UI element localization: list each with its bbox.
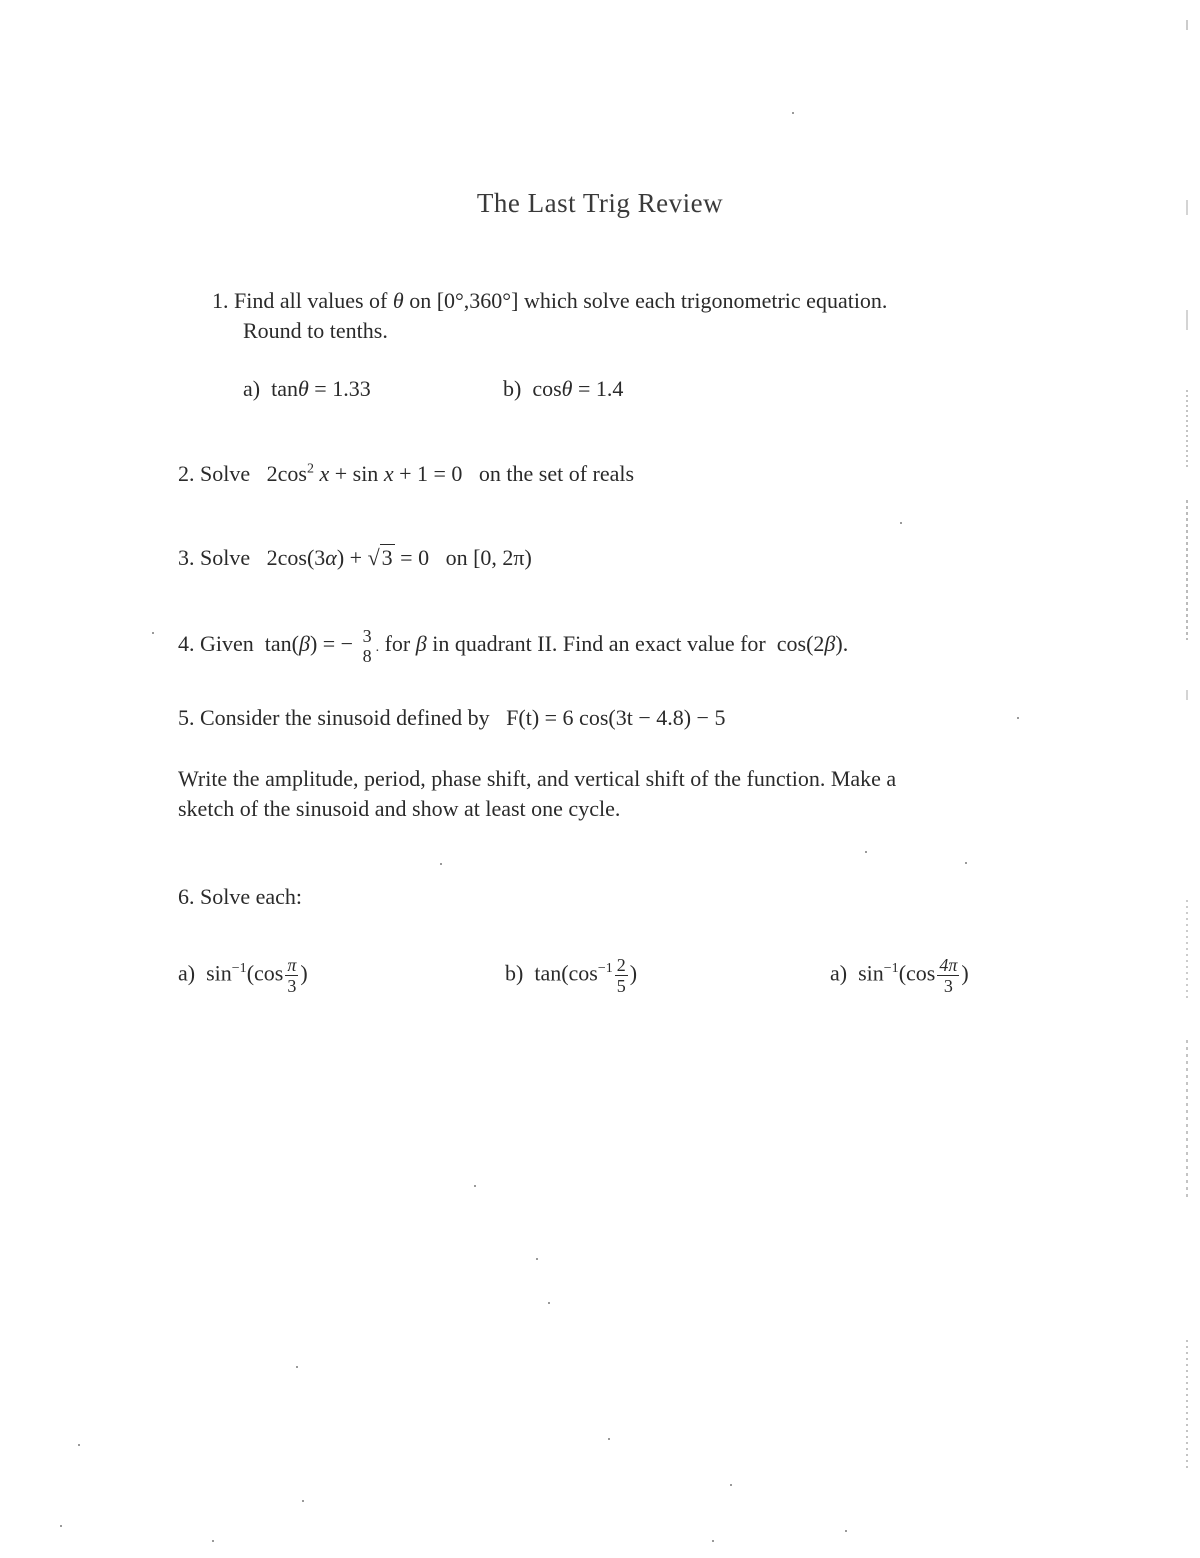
fraction-three-eighths: 3 8: [362, 626, 372, 666]
question-4: 4. Given tan(β) = − 3 8 . for β in quadrant II. Find an exact value for cos(2β).: [178, 626, 849, 666]
scan-speckle: [474, 1185, 476, 1187]
scan-speckle: [845, 1530, 847, 1532]
question-2: 2. Solve $2\cos^2$ x + sin x + 1 = 0 on the set of reals: [178, 461, 635, 486]
question-6: 6. Solve each:: [178, 884, 303, 909]
scan-speckle: [712, 1540, 714, 1542]
scan-speckle: [608, 1438, 610, 1440]
scan-speckle: [296, 1366, 298, 1368]
scan-speckle: [730, 1484, 732, 1486]
fraction-two-fifths: $\frac{2}{5}$: [616, 955, 626, 996]
question-5-line2: Write the amplitude, period, phase shift, and vertical shift of the function. Make a: [178, 766, 897, 791]
question-6a: a) $\sin^{-1}(\cos$ $\frac{\pi}{3}$ ): [178, 955, 308, 996]
question-1b: b) cosθ = 1.4: [503, 376, 624, 401]
scan-speckle: [60, 1525, 62, 1527]
scan-speckle: [792, 112, 794, 114]
scan-speckle: [212, 1540, 214, 1542]
scan-speckle: [302, 1500, 304, 1502]
scan-edge-lines: [1182, 0, 1192, 1553]
scan-speckle: [440, 863, 442, 865]
scan-speckle: [548, 1302, 550, 1304]
page-title: The Last Trig Review: [476, 188, 724, 218]
scan-speckle: [1017, 717, 1019, 719]
scan-speckle: [78, 1444, 80, 1446]
scan-speckle: [152, 632, 154, 634]
fraction-pi-over-three: $\frac{\pi}{3}$: [287, 955, 297, 996]
question-3: 3. Solve 2cos(3α) + √3 = 0 on [0, 2π): [178, 545, 532, 570]
question-5: 5. Consider the sinusoid defined by F(t) = 6 cos(3t − 4.8) − 5: [178, 705, 726, 730]
fraction-four-pi-over-three: $\frac{4\pi}{3}$: [939, 955, 958, 996]
question-1: 1. Find all values of θ on [0°,360°] which solve each trigonometric equation.: [212, 288, 888, 313]
question-1a: a) tanθ = 1.33: [243, 376, 371, 401]
question-6c: a) $\sin^{-1}(\cos$ $\frac{4\pi}{3}$ ): [830, 955, 969, 996]
scan-speckle: [536, 1258, 538, 1260]
scan-speckle: [965, 862, 967, 864]
scan-speckle: [865, 851, 867, 853]
scan-edge-artifact: [1182, 0, 1192, 1553]
question-5-line3: sketch of the sinusoid and show at least one cycle.: [178, 796, 621, 821]
question-1-line2: Round to tenths.: [243, 318, 388, 343]
sqrt-three: √3: [367, 545, 393, 570]
question-6b: b) $\tan(\cos^{-1}$ $\frac{2}{5}$ ): [505, 955, 638, 996]
scan-speckle: [900, 522, 902, 524]
